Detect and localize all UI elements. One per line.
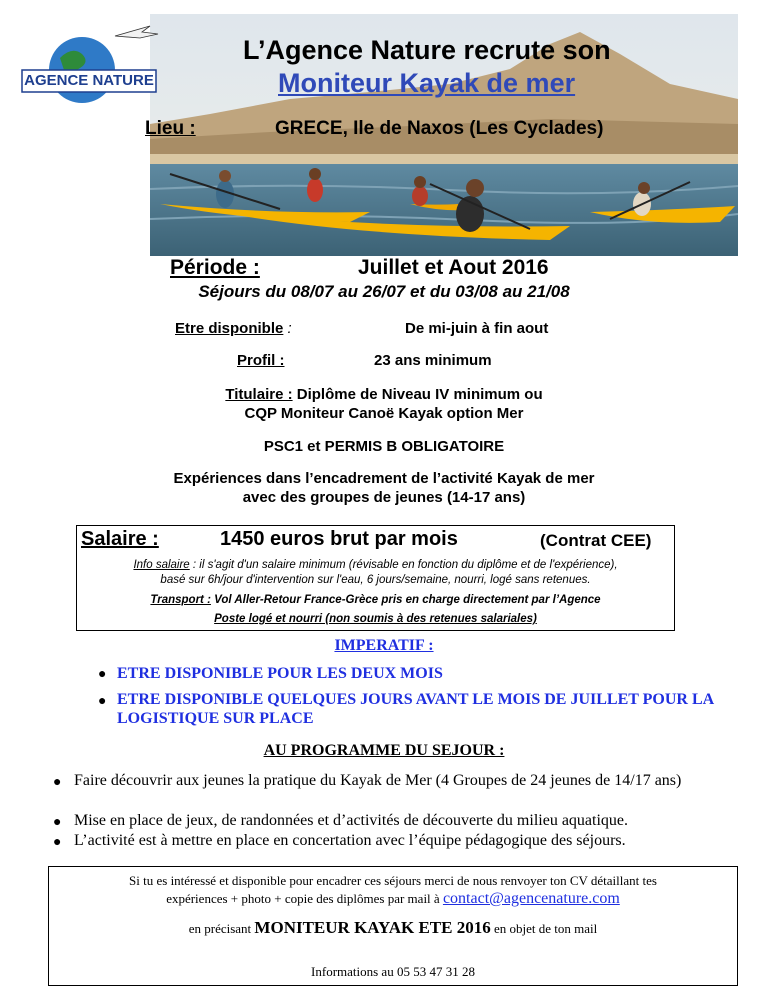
contact-line3-suffix: en objet de ton mail [490,921,598,936]
salary-info-label: Info salaire [133,559,190,571]
programme-bullet-icon: ● [53,833,62,849]
experience-line2: avec des groupes de jeunes (14-17 ans) [242,489,526,506]
titulaire-label: Titulaire : [225,386,293,403]
disponible-label: Etre disponible [175,320,284,337]
contact-email-link[interactable]: contact@agencenature.com [442,890,620,907]
logo-text: AGENCE NATURE [24,72,154,89]
periode-label: Période : [170,256,260,279]
salary-info-line2: basé sur 6h/jour d'intervention sur l'eau, 6 jours/semaine, nourri, logé sans retenues. [160,574,591,586]
disponible-colon: : [283,320,292,337]
imperatif-item: ETRE DISPONIBLE POUR LES DEUX MOIS [117,665,443,682]
salary-label: Salaire : [81,528,159,550]
contact-line2 [48,890,738,908]
lieu-label: Lieu : [145,118,196,139]
page-title: L’Agence Nature recrute son [243,35,611,65]
imperatif-bullet-icon: ● [98,692,107,708]
contract-type: (Contrat CEE) [540,531,652,550]
titulaire-line2: CQP Moniteur Canoë Kayak option Mer [244,405,524,422]
programme-bullet-icon: ● [53,813,62,829]
disponible-value: De mi-juin à fin aout [405,320,549,337]
salary-value: 1450 euros brut par mois [220,528,458,550]
contact-line1: Si tu es intéressé et disponible pour encadrer ces séjours merci de nous renvoyer ton CV détaillant tes [129,873,657,888]
imperatif-item: ETRE DISPONIBLE QUELQUES JOURS AVANT LE MOIS DE JUILLET POUR LA LOGISTIQUE SUR PLACE [117,691,714,727]
imperatif-bullet-icon: ● [98,665,107,681]
contact-line3 [48,918,738,938]
programme-title: AU PROGRAMME DU SEJOUR : [263,742,505,759]
salary-info-text: : il s'agit d'un salaire minimum (révisable en fonction du diplôme et de l'expérience), [189,559,618,571]
contact-line2-text: expériences + photo + copie des diplômes par mail à [166,891,443,906]
mail-subject: MONITEUR KAYAK ETE 2016 [254,918,491,937]
programme-item: Mise en place de jeux, de randonnées et d’activités de découverte du milieu aquatique. [74,812,629,829]
profil-label: Profil : [237,352,285,369]
imperatif-title: IMPERATIF : [334,637,434,654]
programme-item: Faire découvrir aux jeunes la pratique du Kayak de Mer (4 Groupes de 24 jeunes de 14/17 ans) [74,772,682,789]
salary-info-line1 [76,559,675,571]
sejours-dates: Séjours du 08/07 au 26/07 et du 03/08 au 21/08 [198,282,570,301]
psc1-requirement: PSC1 et PERMIS B OBLIGATOIRE [263,438,505,455]
transport-value: Vol Aller-Retour France-Grèce pris en charge directement par l’Agence [210,594,601,606]
job-title: Moniteur Kayak de mer [278,68,576,98]
transport-label: Transport : [150,594,211,606]
programme-item: L’activité est à mettre en place en concertation avec l’équipe pédagogique des séjours. [74,832,626,849]
experience-line1: Expériences dans l’encadrement de l’activité Kayak de mer [173,470,595,487]
profil-value: 23 ans minimum [374,352,492,369]
titulaire-text: Diplôme de Niveau IV minimum ou [292,386,543,403]
contact-line3-prefix: en précisant [188,921,255,936]
transport-line [76,594,675,606]
periode-value: Juillet et Aout 2016 [358,256,549,279]
titulaire-line1 [0,386,768,403]
programme-bullet-icon: ● [53,773,62,789]
disponible-row-label [175,320,292,337]
poste-text: Poste logé et nourri (non soumis à des retenues salariales) [214,613,537,625]
agence-nature-logo [20,18,160,118]
lieu-value: GRECE, Ile de Naxos (Les Cyclades) [275,118,604,139]
poste-line [76,613,675,625]
contact-phone: Informations au 05 53 47 31 28 [311,964,475,979]
